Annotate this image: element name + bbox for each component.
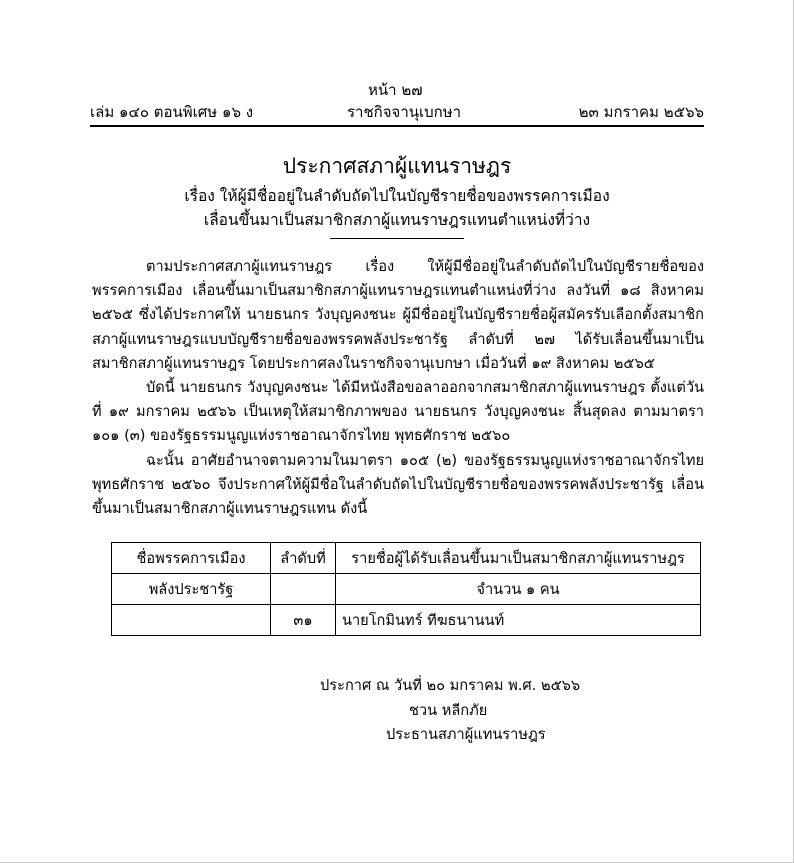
cell-order [271, 574, 336, 605]
cell-order: ๓๑ [271, 605, 336, 636]
member-table [111, 542, 701, 636]
signatory-position: ประธานสภาผู้แทนราษฎร [386, 726, 546, 743]
gazette-name: ราชกิจจานุเบกษา [347, 103, 462, 121]
header-party: ชื่อพรรคการเมือง [112, 543, 271, 574]
paragraph-1: ตามประกาศสภาผู้แทนราษฎร เรื่อง ให้ผู้มีชื่ออยู่ในลำดับถัดไปในบัญชีรายชื่อของพรรคการเมือง เลื่อนขึ้นมาเป็นสมาชิกสภาผู้แทนราษฎรแทนตำแหน่งที่ว่าง ลงวันที่ ๑๘ สิงหาคม ๒๕๖๕ ซึ่งได้ประกาศให้ นายธนกร วังบุญคงชนะ ผู้มีชื่ออยู่ในบัญชีรายชื่อผู้สมัครรับเลือกตั้งสมาชิก สภาผู้แทนราษฎรแบบบัญชีรายชื่อของพรรคพลังประชารัฐ ลำดับที่ ๒๗ ได้รับเลื่อนขึ้นมาเป็น สมาชิกสภาผู้แทนราษฎร โดยประกาศลงในราชกิจจานุเบกษา เมื่อวันที่ ๑๙ สิงหาคม ๒๕๖๕ [92, 258, 704, 372]
table-row [112, 605, 701, 636]
paragraph-2: บัดนี้ นายธนกร วังบุญคงชนะ ได้มีหนังสือขอลาออกจากสมาชิกสภาผู้แทนราษฎร ตั้งแต่วันที่ ๑๙ มกราคม ๒๕๖๖ เป็นเหตุให้สมาชิกภาพของ นายธนกร วังบุญคงชนะ สิ้นสุดลง ตามมาตรา ๑๐๑ (๓) ของรัฐธรรมนูญแห่งราชอาณาจักรไทย พุทธศักราช ๒๕๖๐ [92, 379, 704, 445]
table-row [112, 574, 701, 605]
cell-party: พลังประชารัฐ [112, 574, 271, 605]
subject-line-2: เลื่อนขึ้นมาเป็นสมาชิกสภาผู้แทนราษฎรแทนตำแหน่งที่ว่าง [203, 211, 591, 229]
body-text [92, 255, 704, 521]
header-names: รายชื่อผู้ได้รับเลื่อนขึ้นมาเป็นสมาชิกสภาผู้แทนราษฎร [336, 543, 701, 574]
paragraph-3: ฉะนั้น อาศัยอำนาจตามความในมาตรา ๑๐๕ (๒) ของรัฐธรรมนูญแห่งราชอาณาจักรไทย พุทธศักราช ๒๕๖๐ จึงประกาศให้ผู้มีชื่อในลำดับถัดไปในบัญชีรายชื่อของพรรคพลังประชารัฐ เลื่อนขึ้นมาเป็นสมาชิกสภาผู้แทนราษฎรแทน ดังนี้ [92, 451, 704, 518]
table-header-row [112, 543, 701, 574]
signatory-name: ชวน หลีกภัย [409, 702, 488, 719]
header-divider [90, 125, 704, 127]
announcement-date: ประกาศ ณ วันที่ ๒๐ มกราคม พ.ศ. ๒๕๖๖ [320, 677, 581, 694]
document-title: ประกาศสภาผู้แทนราษฎร [282, 154, 512, 178]
header-order: ลำดับที่ [271, 543, 336, 574]
cell-count: จำนวน ๑ คน [336, 574, 701, 605]
subject-line-1: เรื่อง ให้ผู้มีชื่ออยู่ในลำดับถัดไปในบัญชีรายชื่อของพรรคการเมือง [184, 187, 610, 205]
publication-date: ๒๓ มกราคม ๒๕๖๖ [578, 103, 704, 121]
cell-member-name: นายโกมินทร์ ทีฆธนานนท์ [336, 605, 701, 636]
gazette-header [90, 100, 704, 122]
page-number: หน้า ๒๗ [368, 81, 423, 99]
cell-party [112, 605, 271, 636]
title-divider [330, 238, 464, 239]
volume-info: เล่ม ๑๔๐ ตอนพิเศษ ๑๖ ง [90, 103, 254, 121]
